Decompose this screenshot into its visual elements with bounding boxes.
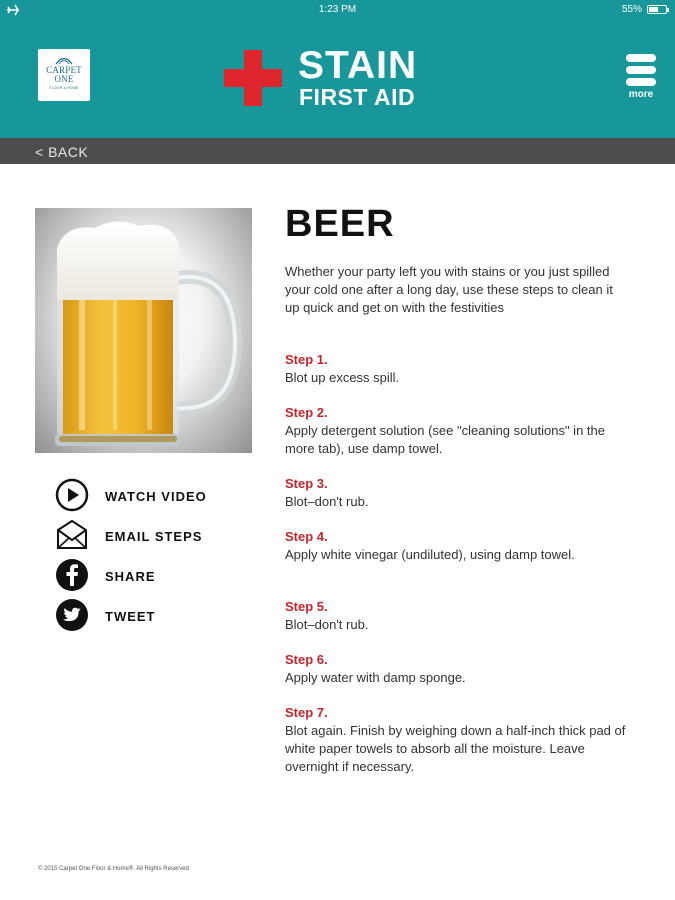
share-label: SHARE [105,569,156,584]
status-bar [0,0,675,20]
battery-icon [647,5,667,14]
more-menu-button[interactable] [622,54,660,102]
step-item [285,598,630,634]
step-text: Blot up excess spill. [285,370,400,385]
twitter-icon [55,598,89,632]
back-button[interactable]: < BACK [35,144,89,160]
facebook-icon [55,558,89,592]
step-label: Step 2. [285,405,328,420]
battery-percent: 55% [621,4,642,15]
back-bar [0,138,675,164]
beer-mug-illustration [35,208,252,453]
brand-subtitle: FIRST AID [299,84,416,110]
step-text: Blot–don't rub. [285,494,369,509]
step-label: Step 1. [285,352,328,367]
email-steps-label: EMAIL STEPS [105,529,203,544]
carpet-one-logo[interactable] [38,49,90,101]
tweet-label: TWEET [105,609,156,624]
more-label: more [628,89,654,100]
logo-arc-icon [55,55,73,65]
logo-line1: CARPET [46,65,82,75]
tweet-button[interactable] [55,598,265,632]
step-text: Blot again. Finish by weighing down a half-inch thick pad of white paper towels to absorb all the moisture. Leave overnight if necessary. [285,723,626,774]
step-text: Apply water with damp sponge. [285,670,466,685]
logo-text [38,66,90,84]
step-text: Apply white vinegar (undiluted), using damp towel. [285,547,575,562]
step-label: Step 5. [285,599,328,614]
step-item [285,528,630,564]
copyright-footer: © 2015 Carpet One Floor & Home®. All Rights Reserved [38,866,189,872]
step-label: Step 3. [285,476,328,491]
step-label: Step 6. [285,652,328,667]
step-item [285,404,630,458]
step-label: Step 7. [285,705,328,720]
play-icon [55,478,89,512]
step-item [285,704,630,776]
app-header [0,20,675,138]
watch-video-label: WATCH VIDEO [105,489,207,504]
step-item [285,351,630,387]
envelope-icon [55,518,89,552]
page-title: BEER [285,203,395,245]
logo-line2: ONE [54,74,74,84]
battery-fill [649,7,658,12]
brand-title: STAIN [298,44,418,87]
intro-text: Whether your party left you with stains or you just spilled your cold one after a long day, use these steps to clean it up quick and get on with the festivities [285,264,613,315]
step-item [285,475,630,511]
step-item [285,651,630,687]
logo-subtext: FLOOR & HOME [49,86,79,90]
step-label: Step 4. [285,529,328,544]
step-text: Blot–don't rub. [285,617,369,632]
email-steps-button[interactable] [55,518,265,552]
red-cross-icon [224,50,282,106]
step-text: Apply detergent solution (see "cleaning solutions" in the more tab), use damp towel. [285,423,605,456]
beer-mug-image [35,208,252,453]
status-time: 1:23 PM [318,4,357,15]
watch-video-button[interactable] [55,478,265,512]
share-button[interactable] [55,558,265,592]
